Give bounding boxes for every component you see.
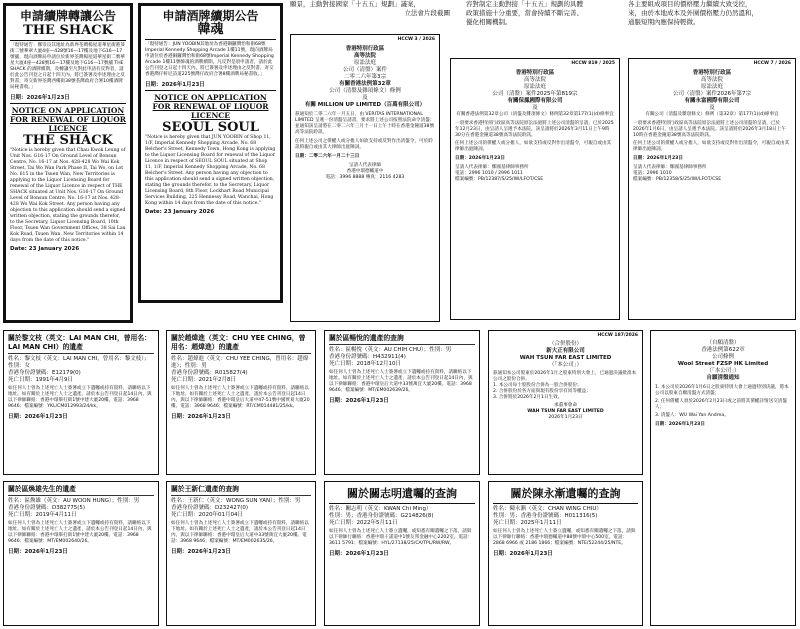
case-code: HCCW 3 / 2026: [397, 37, 435, 42]
article-snippet-middle: 容對制定主動對接「十五五」規劃的具體 政策措施十分重要，當會持續不斷完善、 優化相關機制。: [466, 0, 583, 26]
venue-name-en: THE SHACK: [23, 133, 113, 148]
notice-en-title: NOTICE ON APPLICATION FOR RENEWAL OF LIQUOR LICENCE: [10, 106, 126, 133]
article-snippet-left: 願景，主動對接國家「十五五」規劃」議案， 立法會片段截圖: [290, 0, 450, 17]
estate-notice-au-woon-hung: 關於區煥雄先生的遺產 姓名：區煥雄（英文：AU WOON HUNG）；性別：男 香港身份證號碼：D382775(5) 死亡日期：2019年4月11日 如任何人士曾為上述死亡人士簽署或立下遺囑或持有資料，請聯絡以下地址。如有關於上述死亡人士之遺產，請於本公告刊登日起14日內，與以下律師聯絡：香港中環畢打街1號中建大廈20樓。電話：3968 9646；檔案編號：MT/EM002640/26。 日期：2026年1月23日: [3, 481, 159, 626]
venue-name-en: SEOUL SOUL: [162, 120, 259, 135]
notice-zh-body: 「現特通告：鄭崇良其地址為新界荃灣楊屋道華星街港葵街二號華翠大廈4座—428號16—17樓及地下G16—17號舖，現向酒牌局申請位於新界荃灣楊屋道華星街二號華星大廈4座—428號16—17樓及地下G16—17號舖 THE SHACK 的酒牌續期，及轉讓至凡對此申請有反對者，請於此公告刊登之日起十四天內，將已簽署及申述理由之反對書，寄交新界荃灣西樓街38號荃灣政府合署10樓酒牌局秘書收。」: [10, 43, 125, 90]
notice-title: 關於黎文枝（英文：LAI MAN CHI，曾用名：LAI MAN CHI）的遺產: [8, 334, 154, 354]
notice-title: 關於區煥雄先生的遺產: [8, 485, 154, 496]
notice-title: 關於關志明遺囑的查詢: [329, 485, 475, 504]
will-inquiry-kwan-chi-ming: 關於關志明遺囑的查詢 姓名：關志明（英文：KWAN Chi Ming） 性別：男；香港身份證號碼：G214826(8) 死亡日期：2022年5月11日 如任何人士曾為上述死亡人士簽立遺囑，或知悉有關遺囑之下落，請與以下律師行聯絡：香港中環干諾道中1號友邦金融中心2202室。電話：3611 5791；檔案編號：HYL/27138/25/CA/TPL/RW/RW。 日期：2026年1月23日: [324, 481, 480, 626]
notice-title: 關於王新仁遺產的查詢: [171, 485, 311, 496]
case-code: HCCW 7 / 2026: [753, 61, 791, 66]
court-notice-hccw-7: HCCW 7 / 2026 香港特別行政區 高等法院 原訟法庭 公司（清盤）案件2026年第7宗 有關永富國際有限公司 及 有關公司（清盤及雜項條文）條例（第32章）第177(1)(d)條事宜 一項要求香港特別行政區高等法院原訟法庭將上述公司清盤的呈請，已於2026年1月6日，由呈請人呈遞予本法院。該呈請將於2026年3月18日上午10時在香港金鐘道38號高等法院聆訊。 任何上述公司的債權人或分擔人，如欲支持或反對作出清盤令，可親自或由其律師出庭陳詞。 日期：2026年1月23日 呈請人代表律師：鄭國基律師事務所 電話：2996 1010 檔案編號：PB/12358/S/25/IW/LFOT/CSE: [628, 58, 796, 320]
notice-en-body: "Notice is hereby given that Chau Kwok Leung of Unit Nos. G16-17 On Ground Level of Bonsun Centre, No. 16-17 at Nos. 428-428 Wo Wai Kok Street, Tai Wo Wan Park Phase II, Tai Wo, on Lot No. 615 in the Tsuen Wan, New Territories is applying to the Liquor Licensing Board for renewal of the Liquor Licence in respect of THE SHACK situated at Unit Nos. G16-17 On Ground Level of Bonsun Centre, No. 16-17 at Nos. 428-428 Wo Wai Kok Street. Any person having any objection to this application should send a signed written objection, stating the grounds therefor, to the Secretary, Liquor Licensing Board, 10th Floor, Tsuen Wan Government Offices, 38 Sai Lau Kok Road, Tsuen Wan, New Territories within 14 days from the date of this notice.": [10, 148, 126, 243]
notice-title: 關於陳永漸遺囑的查詢: [493, 485, 638, 504]
notice-zh-body: 「現特通告：JUN YOOBIN其地址為香港銅鑼灣怡和街68號Imperial Kennedy Shopping Arcade 1樓11號，現向酒牌局申請位於香港銅鑼灣怡和街68號Imperial Kennedy Shopping Arcade 1樓11號韓魂的酒牌續期。凡反對是項申請者，請於此公告刊登之日起十四天內，將已簽署及申述理由之反對書，寄交香港灣仔軒尼詩道225號灣仔政府合署8樓酒牌局秘書收。」: [145, 42, 274, 77]
notice-en-body: "Notice is hereby given that JUN YOOBIN of Shop 11, 1/F, Imperial Kennedy Shopping Arcade, No. 68 Belcher's Street, Kennedy Town, Hong Kong is applying to the Liquor Licensing Board for renewal of the Liquor Licence in respect of SEOUL SOUL situated at Shop 11, 1/F, Imperial Kennedy Shopping Arcade, No. 68 Belcher's Street. Any person having any objection to this application should send a signed written objection, stating the grounds therefor, to the Secretary, Liquor Licensing Board, 8th Floor, Lockhart Road Municipal Services Building, 225 Hennessy Road, Wanchai, Hong Kong within 14 days from the date of this notice.": [145, 135, 276, 206]
notice-title: 關於區暢悅的遺產的查詢: [329, 334, 475, 345]
notice-date: 日期：2026年1月23日: [10, 95, 70, 101]
venue-name: THE SHACK: [23, 23, 113, 38]
notice-zh-title: 申請酒牌續期公告: [162, 9, 259, 23]
article-snippet-right: 各主要組成項目的價格壓力繼續大致受控， 來，由於本地成本及外圍價格壓力仍然溫和， 通脹短期內應保持輕微。: [628, 0, 758, 26]
company-notice-wool-street: （自願清盤） 香港法例第622章 公司條例 Wool Street FZSP HK Limited （「本公司」） 自願清盤通知 1. 本公司於2026年1月6日之股東特別大會上通過特別決議，將本公司以股東自願清盤方式清盤； 2. 任何債權人須於2026年2月23日或之前將其債權詳情送交清盤人； 3. 清盤人：WU Wai Yan Andrea。 日期：2026年1月23日: [650, 330, 796, 626]
estate-notice-au-chih-chu: 關於區暢悅的遺產的查詢 姓名：區暢悅（英文：AU CHIH CHU）；性別：男 香港身份證號碼：H432911(4) 死亡日期：2018年12月10日 如任何人士曾為上述死亡人士簽署或立下遺囑或持有資料，請聯絡以下地址。如有關於上述死亡人士之遺產，請於本公告刊登日起14日內，與以下律師聯絡：香港中環皇后大道中33號萬宜大廈20樓。電話：3968 9646；檔案編號：MT/EM002639/26。 日期：2026年1月23日: [324, 330, 480, 475]
case-code: HCCW 819 / 2025: [571, 61, 615, 66]
venue-name: 韓魂: [197, 22, 224, 37]
liquor-notice-the-shack: [3, 3, 133, 323]
notice-zh-title: 申請續牌轉讓公告: [19, 9, 116, 23]
notice-date-en: Date: 23 January 2026: [145, 209, 215, 215]
notice-title: 關於趙煒進（英文：CHU YEE CHING，曾用名：趙煒進）的遺產: [171, 334, 311, 354]
notice-en-title: NOTICE ON APPLICATION FOR RENEWAL OF LIQUOR LICENCE: [152, 93, 269, 120]
case-code: HCCW 187/2026: [597, 333, 638, 338]
estate-notice-wong-sun-yan: 關於王新仁遺產的查詢 姓名：王新仁（英文：WONG SUN YAN）；性別：男 香港身份證號碼：D232427(0) 死亡日期：2020年01月04日 如任何人士曾為上述死亡人士簽署或立下遺囑或持有資料，請聯絡以下地址。如有關於上述死亡人士之遺產，請於本公告刊登日起14日內，與以下律師聯絡：香港中環皇后大道中33號萬宜大廈20樓。電話：3968 9646；檔案編號：MT/EM002635/26。 日期：2026年1月23日: [166, 481, 316, 626]
company-notice-wah-tsun: HCCW 187/2026 （合併股份） 新大正有限公司 WAH TSUN FAR EAST LIMITED （「本公司」） 茲通知本公司股東於2026年1月之股東特別大會上，已通過決議批准本公司之股份合併。 1. 本公司每十股股份合併為一股合併股份； 2. 合併股份於各方面與現有股份享有同等權益； 3. 合併將於2026年2月1日生效。 承董事會命 WAH TSUN FAR EAST LIMITED 2026年1月23日: [488, 330, 643, 475]
estate-notice-chu-yee-ching: 關於趙煒進（英文：CHU YEE CHING，曾用名：趙煒進）的遺產 姓名：趙煒進（英文：CHU YEE CHING，曾用名：趙煒進）；性別：男 香港身份證號碼：R015827(4) 死亡日期：2021年2月8日 如任何人士曾為上述死亡人士簽署或立下遺囑或持有資料，請聯絡以下地址。如有關於上述死亡人士之遺產，請於本公告刊登日起14日內，與以下律師聯絡：香港中環皇后大道中47-51號中國貿易大廈20樓。電話：3968 9646；檔案編號：RT/CM014481/25/kk。 日期：2026年1月23日: [166, 330, 316, 475]
notice-date: 日期：2026年1月23日: [145, 82, 205, 88]
will-inquiry-chan-wing-chiu: 關於陳永漸遺囑的查詢 姓名：陳永漸（英文：CHAN WING CHIU） 性別：男；香港身份證號碼：H011316(5) 死亡日期：2025年1月11日 如任何人士曾為上述死亡人士簽立遺囑，或知悉有關遺囑之下落，請與以下律師行聯絡：香港中環德輔道中88號中環中心500室。電話：2868 6966 或 2186 1866；檔案編號：NTE/52244/25/NTE。 日期：2026年1月23日: [488, 481, 643, 626]
notice-date-en: Date: 23 January 2026: [10, 246, 80, 252]
estate-notice-lai-man-chi: 關於黎文枝（英文：LAI MAN CHI，曾用名：LAI MAN CHI）的遺產 姓名：黎文枝（英文：LAI MAN CHI，曾用名：黎文枝）；性別：女 香港身份證號碼：E12179(0) 死亡日期：1991年4月9日 如任何人士曾為上述死亡人士簽署或立下遺囑或持有資料，請聯絡以下地址。如有關於上述死亡人士之遺產，請於本公告刊登日起14日內，與以下律師聯絡：香港中環畢打街1號中建大廈20樓。電話：3968 9646；檔案編號：YKL/CM012993/24/kk。 日期：2026年1月23日: [3, 330, 159, 475]
court-notice-hccw-819: HCCW 819 / 2025 香港特別行政區 高等法院 原訟法庭 公司（清盤）案件2025年第819宗 有關保鳳國際有限公司 及 有關香港法例第32章公司（清盤及雜項條文）條例第32章第177(1)(d)條事宜 一項要求香港特別行政區高等法院原訟法庭將上述公司清盤的呈請，已於2025年12月23日，由呈請人呈遞予本法院。該呈請將於2026年3月11日上午9時30分在香港金鐘道38號高等法院聆訊。 任何上述公司的債權人或分擔人，如欲支持或反對作出清盤令，可親自或由其律師出庭陳詞。 日期：2026年1月23日 呈請人代表律師：鄭國基律師事務所 電話：2996 1010 / 2996 1011 檔案編號：PB/12387/S/25/IW/LFOT/CSE: [450, 58, 620, 320]
court-notice-hccw-3: HCCW 3 / 2026 香港特別行政區 高等法院 原訟法庭 公司（清盤）案件 二零二六年第3宗 有關香港法例第32章 公司（清盤及雜項條文）條例 及 有關 MILLION UP LIMITED（百萬有限公司） 茲通知於二零二六年一月五日，由 VERITAS INTERNATIONAL LIMITED 呈遞一份清盤呈請書，要求將上述公司按照法院命令清盤；並通知該呈請將在二零二六年三月十一日上午十時在香港金鐘道38號高等法院聆訊。 任何上述公司之債權人或分擔人如欲支持或反對作出清盤令，可於聆訊時親自或由其大律師出庭陳詞。 日期：二零二六年一月二十三日 呈請人代表律師 香港中環德輔道中 電話：3996 8888 傳真：2116 4283: [290, 34, 440, 322]
liquor-notice-seoul-soul: [138, 3, 283, 303]
